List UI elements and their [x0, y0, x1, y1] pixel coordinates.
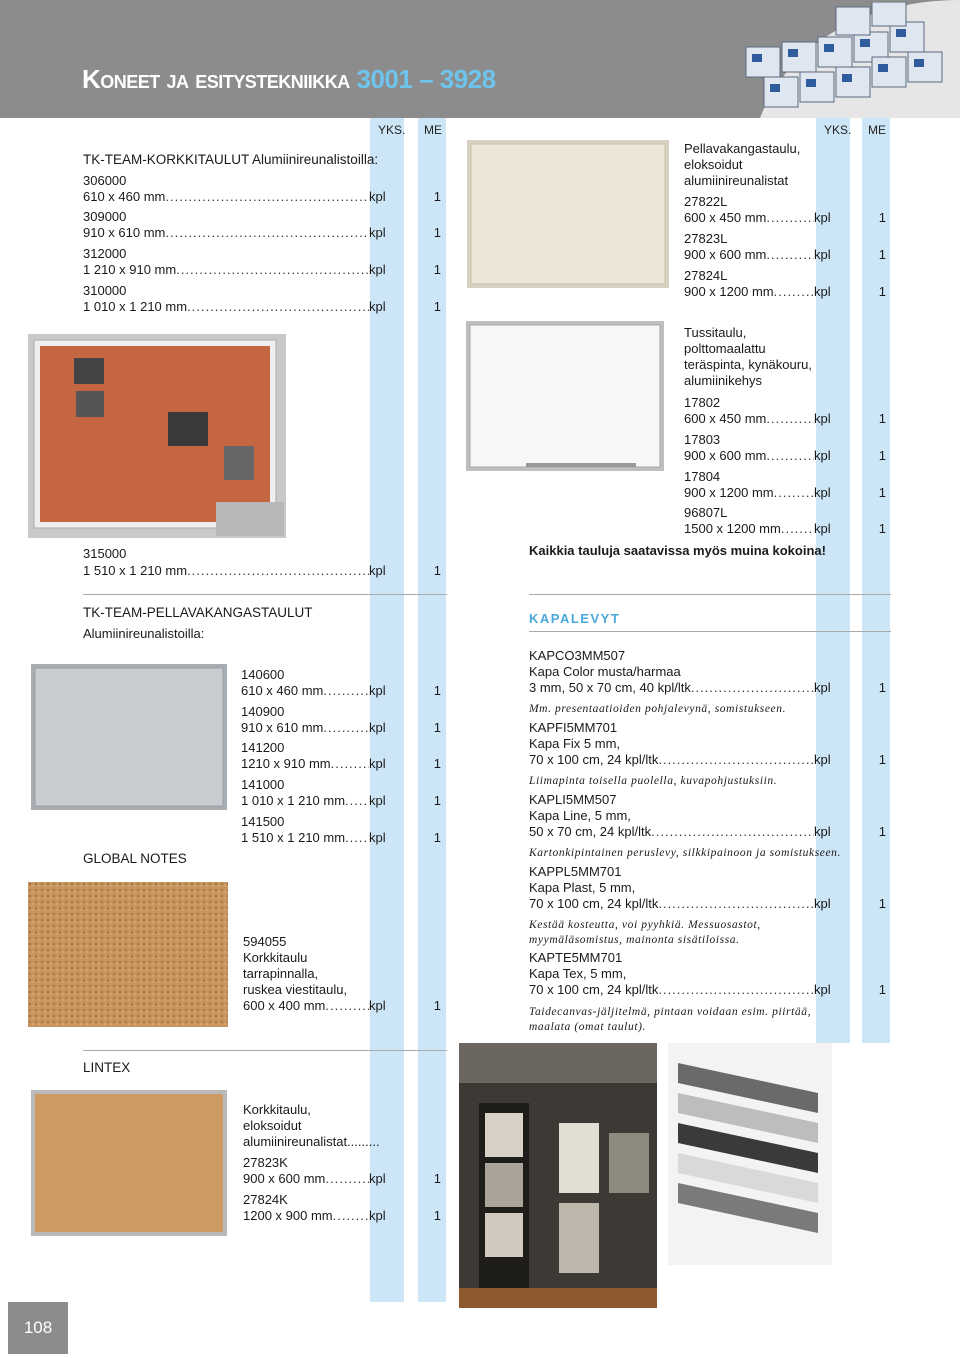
product-unit: kpl: [369, 720, 386, 735]
product-size: 1500 x 1200 mm: [684, 521, 781, 536]
product-qty: 1: [433, 998, 441, 1013]
product-unit: kpl: [814, 896, 831, 911]
product-spec: 3 mm, 50 x 70 cm, 40 kpl/ltk: [529, 680, 691, 695]
product-row: [243, 1208, 441, 1224]
section-subheading: Alumiinireunalistoilla:: [83, 626, 205, 641]
product-size: 1 210 x 910 mm: [83, 262, 177, 277]
product-code: 312000: [83, 246, 127, 261]
product-code: 17802: [684, 395, 721, 410]
product-row: [529, 752, 886, 768]
section-heading-kapalevyt: KAPALEVYT: [529, 611, 621, 626]
product-size: 600 x 450 mm: [684, 411, 767, 426]
product-qty: 1: [433, 720, 441, 735]
product-qty: 1: [878, 824, 886, 839]
product-size: 1 510 x 1 210 mm: [241, 830, 346, 845]
product-qty: 1: [433, 262, 441, 277]
product-row: [83, 225, 441, 241]
product-row: [684, 411, 886, 427]
product-unit: kpl: [814, 284, 831, 299]
product-unit: kpl: [814, 982, 831, 997]
product-code: 17803: [684, 432, 721, 447]
qty-column-head-right: ME: [868, 123, 886, 137]
product-unit: kpl: [369, 756, 386, 771]
product-unit: kpl: [369, 1208, 386, 1223]
page-number-box: [8, 1302, 68, 1354]
product-note: maalata (omat taulut).: [529, 1021, 647, 1033]
product-size: 910 x 610 mm: [241, 720, 324, 735]
description-line: alumiinireunalistat.........: [243, 1134, 380, 1149]
product-row: [684, 210, 886, 226]
product-unit: kpl: [369, 225, 386, 240]
product-unit: kpl: [814, 485, 831, 500]
description-line: polttomaalattu: [684, 341, 766, 356]
product-code: 306000: [83, 173, 127, 188]
unit-column-head-right: YKS.: [824, 123, 852, 137]
gallery-display-photo: [459, 1043, 657, 1308]
product-code: 140900: [241, 704, 285, 719]
description-line: Pellavakangastaulu,: [684, 141, 801, 156]
product-unit: kpl: [369, 262, 386, 277]
product-size: 600 x 400 mm: [243, 998, 326, 1013]
product-note: Liimapinta toisella puolella, kuvapohjustuksiin.: [529, 775, 778, 787]
product-note: Kartonkipintainen peruslevy, silkkipainoon ja somistukseen.: [529, 847, 842, 859]
linen-board-photo: [467, 140, 669, 288]
description-line: alumiinireunalistat: [684, 173, 789, 188]
section-divider: [83, 1050, 447, 1051]
cork-noticeboard-photo: [28, 882, 228, 1027]
product-qty: 1: [433, 563, 441, 578]
product-row: [241, 756, 441, 772]
product-size: 1 010 x 1 210 mm: [83, 299, 188, 314]
section-divider: [529, 631, 891, 632]
product-row: [241, 720, 441, 736]
unit-column-head-left: YKS.: [378, 123, 406, 137]
product-unit: kpl: [369, 189, 386, 204]
product-size: 600 x 450 mm: [684, 210, 767, 225]
product-qty: 1: [433, 830, 441, 845]
cork-board-framed-photo: [31, 1090, 227, 1236]
product-code: KAPLI5MM507: [529, 792, 617, 807]
product-unit: kpl: [814, 680, 831, 695]
product-note: myymäläsomistus, mainonta sisätiloissa.: [529, 934, 740, 946]
product-code: KAPCO3MM507: [529, 648, 626, 663]
section-heading-pellavakangastaulut: TK-TEAM-PELLAVAKANGASTAULUT: [83, 605, 313, 620]
linen-board-gray-photo: [31, 664, 227, 810]
cork-board-photo: [28, 334, 286, 538]
section-heading-lintex: LINTEX: [83, 1060, 131, 1075]
section-divider: [529, 594, 891, 595]
product-spec: 70 x 100 cm, 24 kpl/ltk: [529, 896, 659, 911]
product-qty: 1: [433, 1208, 441, 1223]
page-title: [82, 64, 496, 95]
product-qty: 1: [433, 1171, 441, 1186]
product-code: 27823L: [684, 231, 728, 246]
title-text: Koneet ja esitystekniikka: [82, 64, 350, 94]
product-qty: 1: [878, 752, 886, 767]
description-line: teräspinta, kynäkouru,: [684, 357, 812, 372]
product-row: [684, 284, 886, 300]
product-size: 900 x 1200 mm: [684, 485, 774, 500]
product-code: 96807L: [684, 505, 728, 520]
product-qty: 1: [433, 225, 441, 240]
unit-column-band-left: [370, 118, 404, 1302]
product-qty: 1: [878, 448, 886, 463]
product-code: 27823K: [243, 1155, 288, 1170]
product-code: KAPFI5MM701: [529, 720, 618, 735]
product-qty: 1: [878, 485, 886, 500]
description-line: eloksoidut: [684, 157, 743, 172]
product-row: [83, 262, 441, 278]
product-code: 17804: [684, 469, 721, 484]
product-unit: kpl: [814, 752, 831, 767]
product-size: 900 x 600 mm: [684, 247, 767, 262]
description-line: alumiinikehys: [684, 373, 763, 388]
product-code: 141200: [241, 740, 285, 755]
product-qty: 1: [878, 411, 886, 426]
description-line: eloksoidut: [243, 1118, 302, 1133]
product-row: [684, 247, 886, 263]
product-unit: kpl: [814, 824, 831, 839]
product-qty: 1: [433, 793, 441, 808]
product-unit: kpl: [814, 210, 831, 225]
product-row: [243, 998, 441, 1014]
product-spec: 70 x 100 cm, 24 kpl/ltk: [529, 752, 659, 767]
qty-column-band-left: [418, 118, 446, 1302]
product-unit: kpl: [369, 830, 386, 845]
product-qty: 1: [878, 982, 886, 997]
product-row: [529, 824, 886, 840]
product-qty: 1: [433, 756, 441, 771]
product-note: Taidecanvas-jäljitelmä, pintaan voidaan esim. piirtää,: [529, 1006, 812, 1018]
product-row: [83, 563, 441, 579]
product-spec: 70 x 100 cm, 24 kpl/ltk: [529, 982, 659, 997]
product-row: [83, 189, 441, 205]
product-size: 900 x 600 mm: [684, 448, 767, 463]
product-size: 610 x 460 mm: [83, 189, 166, 204]
product-row: [241, 683, 441, 699]
product-code: 27824L: [684, 268, 728, 283]
qty-column-head-left: ME: [424, 123, 442, 137]
product-code: KAPPL5MM701: [529, 864, 622, 879]
product-unit: kpl: [369, 299, 386, 314]
product-qty: 1: [433, 683, 441, 698]
product-unit: kpl: [369, 793, 386, 808]
product-unit: kpl: [814, 521, 831, 536]
product-size: 610 x 460 mm: [241, 683, 324, 698]
product-code: 594055: [243, 934, 287, 949]
section-heading-global-notes: GLOBAL NOTES: [83, 851, 187, 866]
description-line: Korkkitaulu: [243, 950, 308, 965]
product-code: 27824K: [243, 1192, 288, 1207]
product-note: Kestää kosteutta, voi pyyhkiä. Messuosastot,: [529, 919, 761, 931]
title-range: 3001 – 3928: [356, 64, 496, 94]
product-name: Kapa Plast, 5 mm,: [529, 880, 636, 895]
product-row: [83, 299, 441, 315]
section-heading-korkkitaulut: TK-TEAM-KORKKITAULUT Alumiinireunalistoilla:: [83, 152, 379, 167]
product-row: [243, 1171, 441, 1187]
product-qty: 1: [433, 189, 441, 204]
product-row: [241, 793, 441, 809]
page-number: 108: [23, 1318, 53, 1337]
description-line: Korkkitaulu,: [243, 1102, 311, 1117]
product-size: 1 010 x 1 210 mm: [241, 793, 346, 808]
product-code: 140600: [241, 667, 285, 682]
product-row: [529, 896, 886, 912]
product-spec: 50 x 70 cm, 24 kpl/ltk: [529, 824, 652, 839]
product-size: 900 x 600 mm: [243, 1171, 326, 1186]
product-note: Mm. presentaatioiden pohjalevynä, somistukseen.: [529, 703, 787, 715]
product-name: Kapa Tex, 5 mm,: [529, 966, 627, 981]
product-size: 1 510 x 1 210 mm: [83, 563, 188, 578]
product-code: 141500: [241, 814, 285, 829]
product-qty: 1: [433, 299, 441, 314]
product-row: [684, 521, 886, 537]
product-unit: kpl: [369, 563, 386, 578]
product-size: 900 x 1200 mm: [684, 284, 774, 299]
product-name: Kapa Line, 5 mm,: [529, 808, 631, 823]
product-unit: kpl: [369, 998, 386, 1013]
product-row: [529, 982, 886, 998]
product-unit: kpl: [814, 411, 831, 426]
product-code: 27822L: [684, 194, 728, 209]
availability-note: Kaikkia tauluja saatavissa myös muina kokoina!: [529, 543, 826, 558]
product-qty: 1: [878, 210, 886, 225]
product-unit: kpl: [369, 1171, 386, 1186]
foam-board-stack-photo: [668, 1043, 832, 1265]
product-qty: 1: [878, 896, 886, 911]
product-row: [684, 485, 886, 501]
product-qty: 1: [878, 680, 886, 695]
product-row: [529, 680, 886, 696]
description-line: Tussitaulu,: [684, 325, 747, 340]
product-size: 910 x 610 mm: [83, 225, 166, 240]
product-code: 310000: [83, 283, 127, 298]
product-qty: 1: [878, 247, 886, 262]
product-size: 1210 x 910 mm: [241, 756, 331, 771]
product-code: 315000: [83, 546, 127, 561]
product-code: KAPTE5MM701: [529, 950, 623, 965]
cubes-logo-image: [736, 2, 946, 112]
description-line: ruskea viestitaulu,: [243, 982, 348, 997]
description-line: tarrapinnalla,: [243, 966, 319, 981]
product-row: [684, 448, 886, 464]
product-code: 309000: [83, 209, 127, 224]
product-name: Kapa Color musta/harmaa: [529, 664, 681, 679]
section-divider: [83, 594, 447, 595]
product-qty: 1: [878, 521, 886, 536]
product-unit: kpl: [814, 247, 831, 262]
product-unit: kpl: [369, 683, 386, 698]
product-code: 141000: [241, 777, 285, 792]
product-name: Kapa Fix 5 mm,: [529, 736, 621, 751]
whiteboard-photo: [466, 321, 664, 471]
product-qty: 1: [878, 284, 886, 299]
product-unit: kpl: [814, 448, 831, 463]
product-size: 1200 x 900 mm: [243, 1208, 333, 1223]
product-row: [241, 830, 441, 846]
